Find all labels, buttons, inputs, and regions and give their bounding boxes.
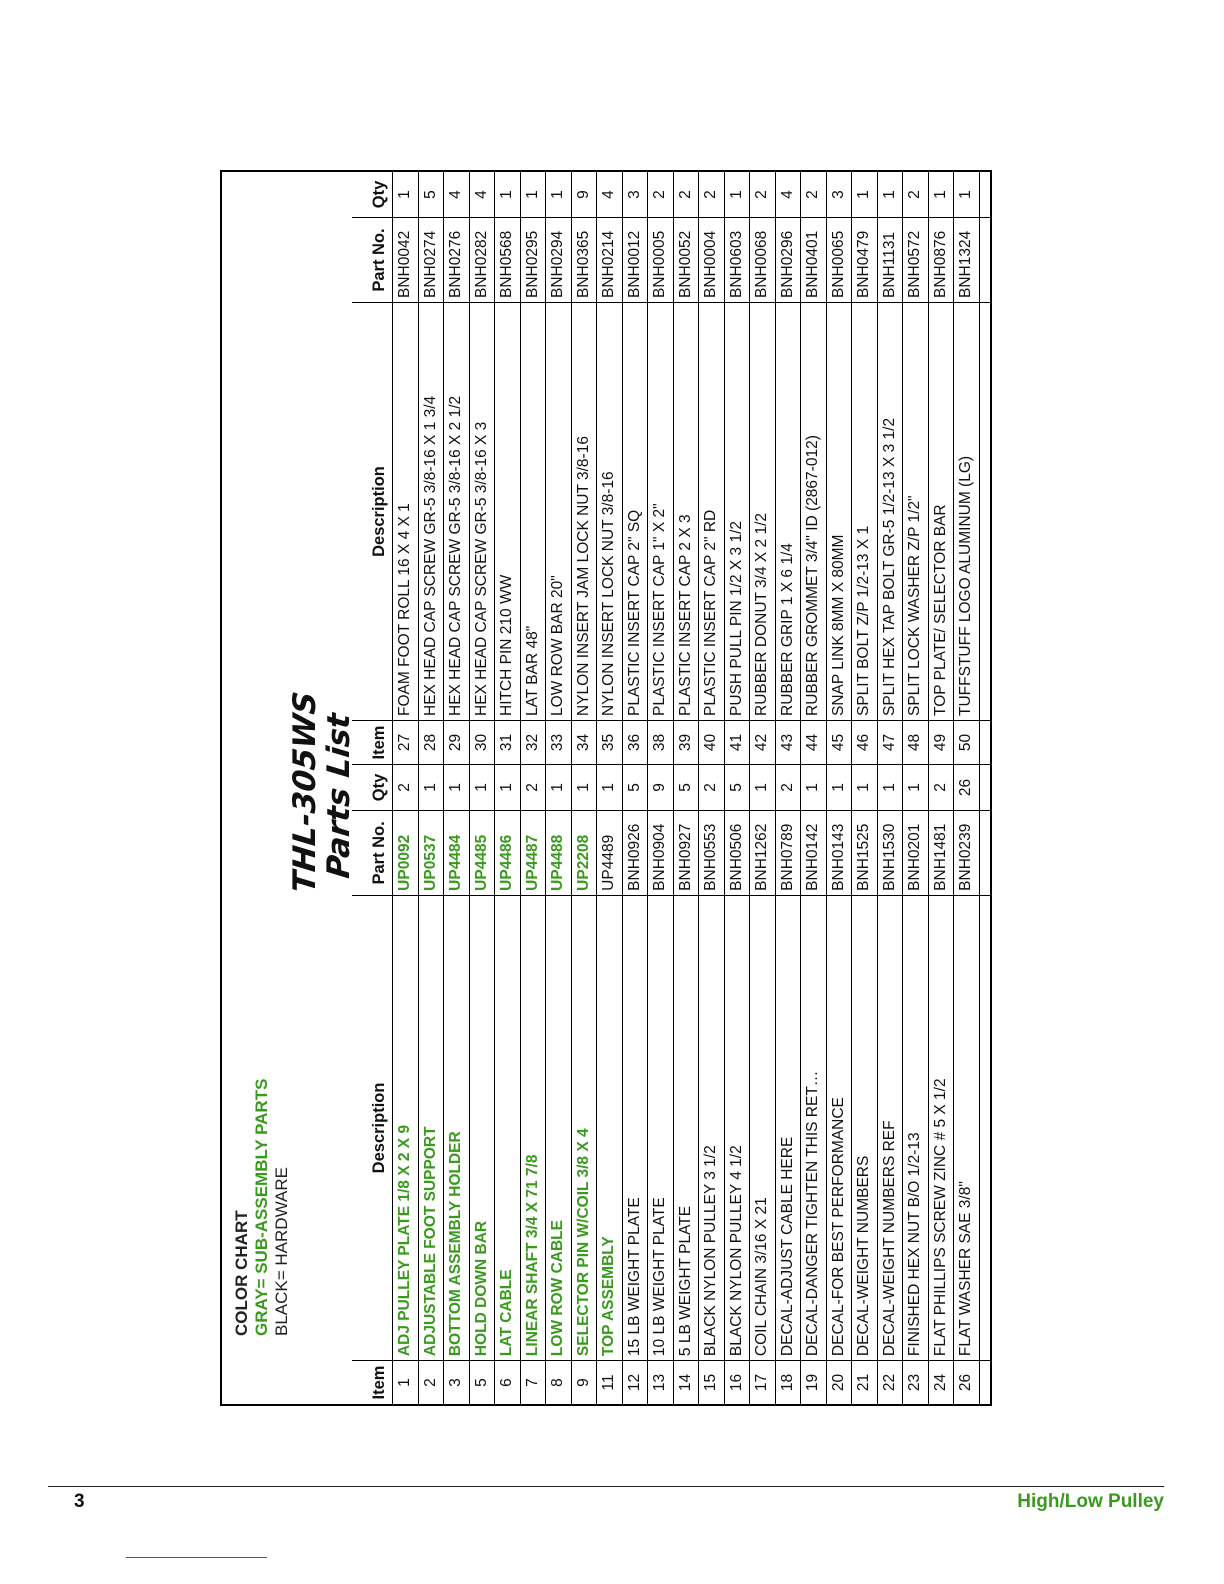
row-part-no: BNH0005	[648, 217, 673, 302]
row-item: 1	[393, 1360, 418, 1404]
table-row	[725, 765, 751, 1404]
row-qty: 1	[498, 190, 516, 199]
row-description: FLAT PHILLIPS SCREW ZINC # 5 X 1/2	[929, 895, 954, 1360]
row-item: 23	[903, 1360, 928, 1404]
row-qty: 9	[651, 783, 669, 792]
row-part-no: UP4488	[546, 810, 571, 895]
row-description: BLACK NYLON PULLEY 3 1/2	[699, 895, 724, 1360]
row-qty: 3	[829, 190, 847, 199]
row-qty: 5	[625, 783, 643, 792]
row-qty: 5	[676, 783, 694, 792]
col-description: Description	[352, 302, 392, 720]
table-row	[903, 172, 929, 764]
row-description: DECAL-FOR BEST PERFORMANCE	[827, 895, 852, 1360]
row-description: PLASTIC INSERT CAP 2" SQ	[623, 302, 648, 720]
table-row	[801, 172, 827, 764]
row-item: 26	[954, 1360, 979, 1404]
row-description: HITCH PIN 210 WW	[495, 302, 520, 720]
filler-cell	[980, 765, 991, 810]
table-row	[572, 172, 598, 764]
row-description: LOW ROW BAR 20"	[546, 302, 571, 720]
table-row	[776, 765, 802, 1404]
row-qty: 2	[702, 783, 720, 792]
row-item: 38	[648, 720, 673, 764]
legend-black: BLACK= HARDWARE	[272, 1167, 291, 1336]
row-description: NYLON INSERT JAM LOCK NUT 3/8-16	[572, 302, 597, 720]
footer-link-underline	[126, 1557, 267, 1558]
table-filler	[980, 765, 991, 1404]
row-qty: 1	[472, 783, 490, 792]
row-part-no: BNH0904	[648, 810, 673, 895]
row-description: ADJ PULLEY PLATE 1/8 X 2 X 9	[393, 895, 418, 1360]
legend-heading: COLOR CHART	[232, 1210, 251, 1336]
row-item: 11	[597, 1360, 622, 1404]
row-item: 13	[648, 1360, 673, 1404]
table-row	[699, 765, 725, 1404]
row-part-no: UP0537	[419, 810, 444, 895]
row-description: FOAM FOOT ROLL 16 X 4 X 1	[393, 302, 418, 720]
row-qty: 2	[702, 190, 720, 199]
row-description: SELECTOR PIN W/COIL 3/8 X 4	[572, 895, 597, 1360]
row-part-no: BNH0553	[699, 810, 724, 895]
table-row	[674, 765, 700, 1404]
row-description: SNAP LINK 8MM X 80MM	[827, 302, 852, 720]
col-part-no: Part No.	[352, 217, 392, 302]
table-row	[546, 765, 572, 1404]
row-qty: 2	[396, 783, 414, 792]
row-part-no: BNH0282	[470, 217, 495, 302]
row-part-no: UP4484	[444, 810, 469, 895]
table-row	[648, 172, 674, 764]
table-row	[521, 172, 547, 764]
row-part-no: BNH0789	[776, 810, 801, 895]
table-row	[393, 765, 419, 1404]
row-description: PLASTIC INSERT CAP 1" X 2"	[648, 302, 673, 720]
row-part-no: BNH0142	[801, 810, 826, 895]
row-qty: 2	[778, 783, 796, 792]
row-item: 50	[954, 720, 979, 764]
table-row	[521, 765, 547, 1404]
row-description: FLAT WASHER SAE 3/8"	[954, 895, 979, 1360]
row-description: LAT CABLE	[495, 895, 520, 1360]
row-qty: 4	[472, 190, 490, 199]
row-description: NYLON INSERT LOCK NUT 3/8-16	[597, 302, 622, 720]
table-row	[827, 172, 853, 764]
row-description: RUBBER DONUT 3/4 X 2 1/2	[750, 302, 775, 720]
table-row	[623, 172, 649, 764]
row-qty: 4	[447, 190, 465, 199]
table-row	[852, 765, 878, 1404]
filler-cell	[980, 895, 991, 1360]
row-qty: 5	[421, 190, 439, 199]
row-part-no: BNH1262	[750, 810, 775, 895]
row-qty: 1	[855, 190, 873, 199]
row-qty: 2	[906, 190, 924, 199]
row-item: 15	[699, 1360, 724, 1404]
row-item: 49	[929, 720, 954, 764]
row-description: BLACK NYLON PULLEY 4 1/2	[725, 895, 750, 1360]
row-qty: 1	[753, 783, 771, 792]
parts-list-frame	[220, 170, 992, 1406]
row-part-no: BNH0052	[674, 217, 699, 302]
legend-gray: GRAY= SUB-ASSEMBLY PARTS	[252, 1078, 271, 1336]
row-item: 41	[725, 720, 750, 764]
table-row	[419, 765, 445, 1404]
row-description: DECAL-WEIGHT NUMBERS	[852, 895, 877, 1360]
row-description: PLASTIC INSERT CAP 2" RD	[699, 302, 724, 720]
row-item: 46	[852, 720, 877, 764]
table-row	[878, 765, 904, 1404]
row-qty: 1	[880, 190, 898, 199]
col-item: Item	[352, 720, 392, 764]
table-row	[495, 172, 521, 764]
row-item: 12	[623, 1360, 648, 1404]
row-part-no: UP4487	[521, 810, 546, 895]
footer-title: High/Low Pulley	[1017, 1491, 1164, 1512]
row-description: DECAL-DANGER TIGHTEN THIS RET…	[801, 895, 826, 1360]
table-row	[929, 172, 955, 764]
row-part-no: BNH0926	[623, 810, 648, 895]
row-description: LAT BAR 48"	[521, 302, 546, 720]
row-description: TOP ASSEMBLY	[597, 895, 622, 1360]
table-row	[801, 765, 827, 1404]
row-qty: 1	[523, 190, 541, 199]
table-row	[903, 765, 929, 1404]
row-item: 22	[878, 1360, 903, 1404]
table-row	[954, 172, 980, 764]
row-description: SPLIT HEX TAP BOLT GR-5 1/2-13 X 3 1/2	[878, 302, 903, 720]
table-row	[444, 172, 470, 764]
row-item: 20	[827, 1360, 852, 1404]
row-description: LOW ROW CABLE	[546, 895, 571, 1360]
filler-cell	[980, 810, 991, 895]
row-description: HEX HEAD CAP SCREW GR-5 3/8-16 X 3	[470, 302, 495, 720]
row-part-no: BNH0572	[903, 217, 928, 302]
parts-table	[352, 172, 990, 1404]
row-item: 47	[878, 720, 903, 764]
row-item: 33	[546, 720, 571, 764]
row-description: RUBBER GRIP 1 X 6 1/4	[776, 302, 801, 720]
row-item: 2	[419, 1360, 444, 1404]
footer-divider	[48, 1486, 1164, 1487]
row-qty: 2	[676, 190, 694, 199]
row-item: 8	[546, 1360, 571, 1404]
row-qty: 1	[727, 190, 745, 199]
row-qty: 1	[498, 783, 516, 792]
row-description: 5 LB WEIGHT PLATE	[674, 895, 699, 1360]
row-part-no: BNH1324	[954, 217, 979, 302]
row-qty: 1	[855, 783, 873, 792]
row-part-no: BNH0295	[521, 217, 546, 302]
row-item: 21	[852, 1360, 877, 1404]
row-part-no: BNH0876	[929, 217, 954, 302]
row-part-no: BNH1131	[878, 217, 903, 302]
parts-table-left	[352, 764, 990, 1404]
row-item: 42	[750, 720, 775, 764]
table-row	[725, 172, 751, 764]
row-item: 27	[393, 720, 418, 764]
table-row	[750, 765, 776, 1404]
table-row	[827, 765, 853, 1404]
row-part-no: UP4489	[597, 810, 622, 895]
row-item: 24	[929, 1360, 954, 1404]
filler-cell	[980, 172, 991, 217]
filler-cell	[980, 1360, 991, 1404]
row-part-no: BNH0239	[954, 810, 979, 895]
row-qty: 1	[447, 783, 465, 792]
row-qty: 3	[625, 190, 643, 199]
row-description: HEX HEAD CAP SCREW GR-5 3/8-16 X 2 1/2	[444, 302, 469, 720]
row-part-no: BNH0506	[725, 810, 750, 895]
row-description: 10 LB WEIGHT PLATE	[648, 895, 673, 1360]
col-item: Item	[352, 1360, 392, 1404]
row-part-no: BNH0603	[725, 217, 750, 302]
row-item: 43	[776, 720, 801, 764]
table-row	[699, 172, 725, 764]
row-part-no: BNH0004	[699, 217, 724, 302]
row-item: 30	[470, 720, 495, 764]
row-part-no: BNH0568	[495, 217, 520, 302]
row-description: TUFFSTUFF LOGO ALUMINUM (LG)	[954, 302, 979, 720]
row-part-no: BNH0276	[444, 217, 469, 302]
table-row	[419, 172, 445, 764]
table-row	[929, 765, 955, 1404]
row-qty: 1	[421, 783, 439, 792]
row-qty: 9	[574, 190, 592, 199]
rotated-parts-sheet	[222, 172, 990, 1404]
row-qty: 1	[549, 783, 567, 792]
row-qty: 1	[574, 783, 592, 792]
row-item: 35	[597, 720, 622, 764]
row-qty: 2	[931, 783, 949, 792]
table-row	[750, 172, 776, 764]
row-qty: 4	[600, 190, 618, 199]
row-item: 31	[495, 720, 520, 764]
row-item: 7	[521, 1360, 546, 1404]
row-description: HOLD DOWN BAR	[470, 895, 495, 1360]
row-description: PUSH PULL PIN 1/2 X 3 1/2	[725, 302, 750, 720]
table-row	[648, 765, 674, 1404]
table-row	[597, 172, 623, 764]
row-part-no: BNH1530	[878, 810, 903, 895]
row-qty: 2	[651, 190, 669, 199]
row-qty: 2	[804, 190, 822, 199]
table-row	[495, 765, 521, 1404]
row-item: 6	[495, 1360, 520, 1404]
row-item: 36	[623, 720, 648, 764]
row-part-no: UP4486	[495, 810, 520, 895]
row-description: COIL CHAIN 3/16 X 21	[750, 895, 775, 1360]
table-row	[572, 765, 598, 1404]
table-row	[954, 765, 980, 1404]
row-item: 18	[776, 1360, 801, 1404]
row-description: SPLIT BOLT Z/P 1/2-13 X 1	[852, 302, 877, 720]
row-part-no: BNH0143	[827, 810, 852, 895]
table-row	[597, 765, 623, 1404]
col-part-no: Part No.	[352, 810, 392, 895]
row-part-no: UP0092	[393, 810, 418, 895]
row-part-no: BNH1481	[929, 810, 954, 895]
row-qty: 1	[600, 783, 618, 792]
table-row	[470, 765, 496, 1404]
row-item: 40	[699, 720, 724, 764]
row-part-no: BNH0401	[801, 217, 826, 302]
row-description: RUBBER GROMMET 3/4" ID (2867-012)	[801, 302, 826, 720]
row-qty: 1	[829, 783, 847, 792]
row-qty: 2	[753, 190, 771, 199]
filler-cell	[980, 720, 991, 764]
col-qty: Qty	[370, 180, 388, 209]
table-row	[852, 172, 878, 764]
row-description: TOP PLATE/ SELECTOR BAR	[929, 302, 954, 720]
row-part-no: BNH0294	[546, 217, 571, 302]
table-header	[352, 765, 393, 1404]
row-item: 29	[444, 720, 469, 764]
parts-table-right	[352, 172, 990, 764]
row-qty: 1	[906, 783, 924, 792]
row-part-no: BNH0201	[903, 810, 928, 895]
row-part-no: BNH0479	[852, 217, 877, 302]
row-item: 45	[827, 720, 852, 764]
parts-list-title: Parts List	[321, 711, 357, 881]
row-item: 32	[521, 720, 546, 764]
row-part-no: BNH0012	[623, 217, 648, 302]
row-description: ADJUSTABLE FOOT SUPPORT	[419, 895, 444, 1360]
row-part-no: BNH0296	[776, 217, 801, 302]
row-part-no: BNH0042	[393, 217, 418, 302]
col-qty: Qty	[370, 773, 388, 802]
table-row	[776, 172, 802, 764]
row-qty: 1	[396, 190, 414, 199]
row-item: 5	[470, 1360, 495, 1404]
model-title: THL-305WS	[287, 689, 323, 895]
row-qty: 26	[957, 778, 975, 797]
filler-cell	[980, 217, 991, 302]
row-qty: 1	[957, 190, 975, 199]
row-qty: 4	[778, 190, 796, 199]
row-item: 9	[572, 1360, 597, 1404]
row-qty: 1	[549, 190, 567, 199]
row-part-no: BNH0927	[674, 810, 699, 895]
row-item: 34	[572, 720, 597, 764]
row-item: 28	[419, 720, 444, 764]
row-item: 14	[674, 1360, 699, 1404]
row-description: SPLIT LOCK WASHER Z/P 1/2"	[903, 302, 928, 720]
row-part-no: UP2208	[572, 810, 597, 895]
row-item: 39	[674, 720, 699, 764]
page-title	[288, 640, 356, 947]
row-item: 44	[801, 720, 826, 764]
row-description: FINISHED HEX NUT B/O 1/2-13	[903, 895, 928, 1360]
row-part-no: UP4485	[470, 810, 495, 895]
row-part-no: BNH0365	[572, 217, 597, 302]
row-description: LINEAR SHAFT 3/4 X 71 7/8	[521, 895, 546, 1360]
row-item: 48	[903, 720, 928, 764]
row-part-no: BNH0214	[597, 217, 622, 302]
row-part-no: BNH0065	[827, 217, 852, 302]
table-row	[623, 765, 649, 1404]
row-description: DECAL-WEIGHT NUMBERS REF	[878, 895, 903, 1360]
row-qty: 1	[931, 190, 949, 199]
table-row	[470, 172, 496, 764]
table-row	[393, 172, 419, 764]
row-part-no: BNH0068	[750, 217, 775, 302]
row-description: 15 LB WEIGHT PLATE	[623, 895, 648, 1360]
table-header	[352, 172, 393, 764]
row-item: 3	[444, 1360, 469, 1404]
color-chart-legend	[232, 1079, 292, 1336]
row-qty: 5	[727, 783, 745, 792]
row-item: 17	[750, 1360, 775, 1404]
row-item: 19	[801, 1360, 826, 1404]
row-part-no: BNH1525	[852, 810, 877, 895]
filler-cell	[980, 302, 991, 720]
row-description: HEX HEAD CAP SCREW GR-5 3/8-16 X 1 3/4	[419, 302, 444, 720]
row-description: DECAL-ADJUST CABLE HERE	[776, 895, 801, 1360]
row-qty: 1	[804, 783, 822, 792]
row-qty: 2	[523, 783, 541, 792]
row-description: PLASTIC INSERT CAP 2 X 3	[674, 302, 699, 720]
row-part-no: BNH0274	[419, 217, 444, 302]
table-row	[878, 172, 904, 764]
table-row	[674, 172, 700, 764]
row-qty: 1	[880, 783, 898, 792]
col-description: Description	[352, 895, 392, 1360]
table-filler	[980, 172, 991, 764]
table-row	[444, 765, 470, 1404]
row-item: 16	[725, 1360, 750, 1404]
row-description: BOTTOM ASSEMBLY HOLDER	[444, 895, 469, 1360]
page-number: 3	[74, 1491, 85, 1512]
table-row	[546, 172, 572, 764]
